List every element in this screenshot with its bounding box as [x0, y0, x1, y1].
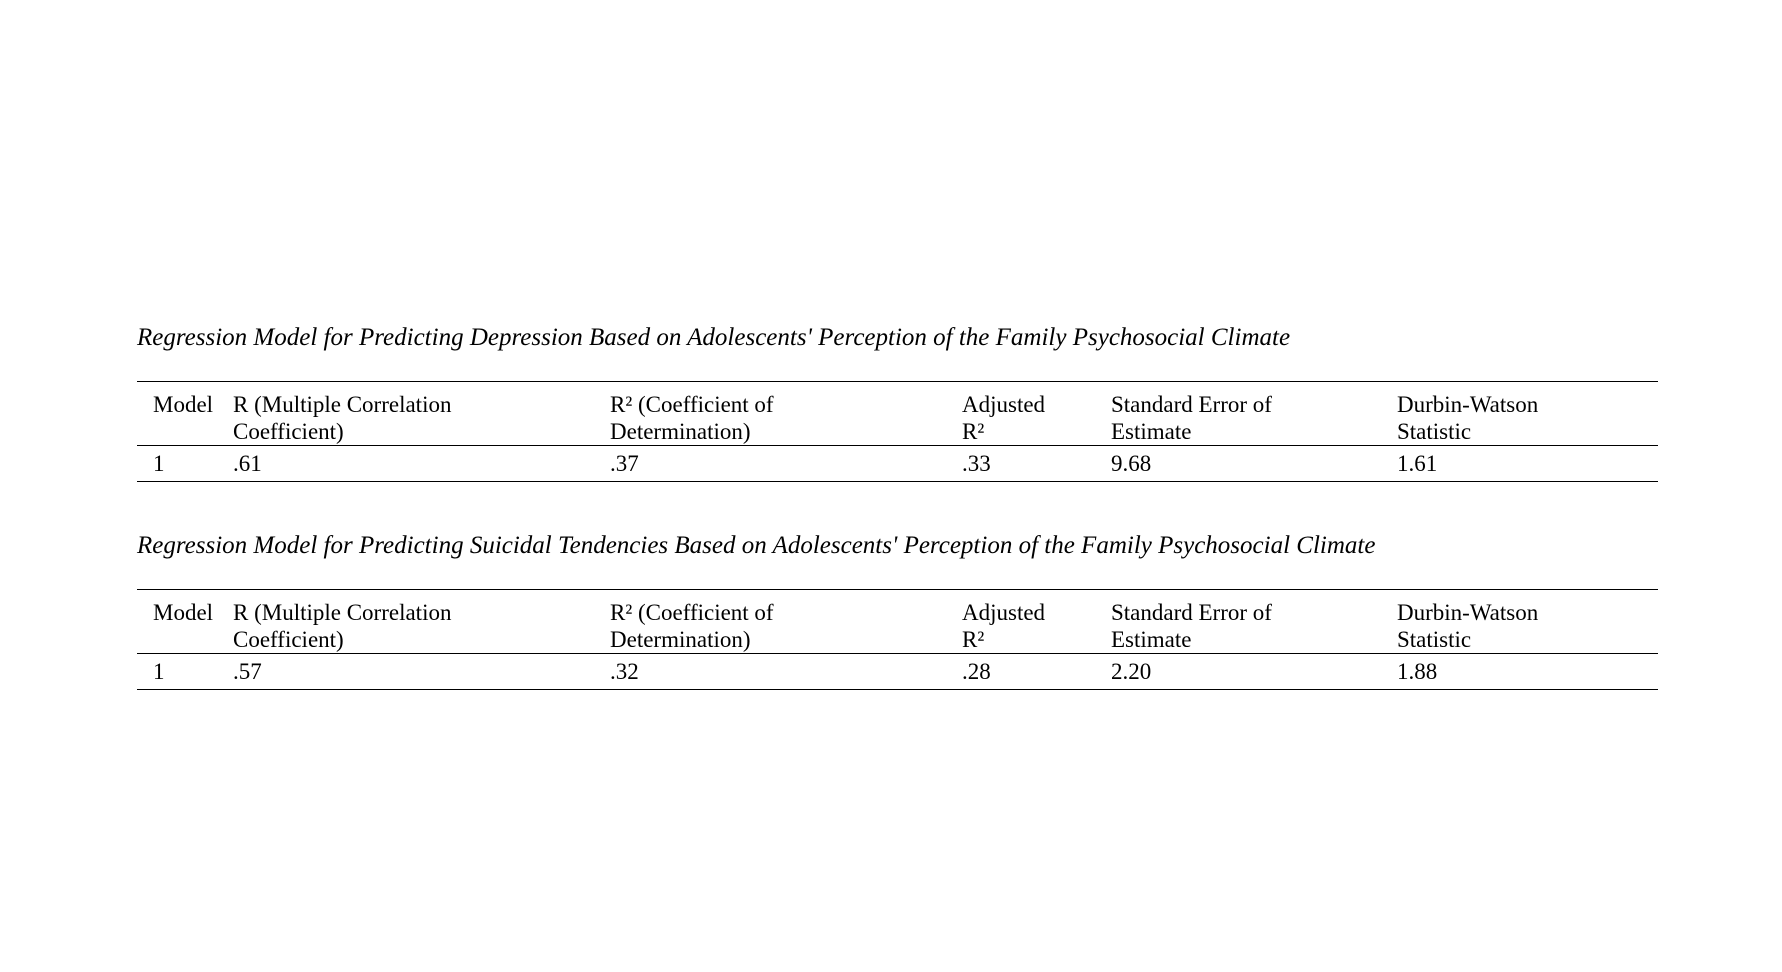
header-line: Statistic [1397, 419, 1472, 444]
cell-r: .57 [233, 659, 262, 684]
header-r [233, 391, 610, 445]
header-r [233, 599, 610, 653]
header-line: R² [962, 419, 985, 444]
header-line: Standard Error of [1111, 600, 1272, 625]
table-row [137, 446, 1658, 481]
header-line: Coefficient) [233, 627, 344, 652]
table-caption: Regression Model for Predicting Suicidal Tendencies Based on Adolescents' Perception of the Family Psychosocial Climate [137, 532, 1376, 559]
header-standard-error [1111, 599, 1397, 653]
header-line: R² [962, 627, 985, 652]
header-model [137, 391, 233, 445]
cell-adjusted-r-squared: .28 [962, 659, 991, 684]
table-header-row [137, 590, 1658, 654]
header-model [137, 599, 233, 653]
header-line: Statistic [1397, 627, 1472, 652]
header-line: Adjusted [962, 392, 1046, 417]
header-standard-error [1111, 391, 1397, 445]
cell-adjusted-r-squared: .33 [962, 451, 991, 476]
header-line: Durbin-Watson [1397, 392, 1539, 417]
header-durbin-watson [1397, 599, 1658, 653]
header-line: Durbin-Watson [1397, 600, 1539, 625]
header-r-squared [610, 599, 962, 653]
header-line: Coefficient) [233, 419, 344, 444]
cell-durbin-watson: 1.88 [1397, 659, 1438, 684]
table-row [137, 654, 1658, 689]
cell-r-squared: .32 [610, 659, 639, 684]
cell-model: 1 [153, 451, 165, 476]
header-line: Model [153, 600, 214, 625]
header-durbin-watson [1397, 391, 1658, 445]
cell-r-squared: .37 [610, 451, 639, 476]
header-line: R² (Coefficient of [610, 600, 774, 625]
header-line: Determination) [610, 419, 751, 444]
header-line: Estimate [1111, 627, 1192, 652]
cell-durbin-watson: 1.61 [1397, 451, 1438, 476]
document-page [137, 318, 1658, 690]
table-header-row [137, 382, 1658, 446]
header-line: R (Multiple Correlation [233, 392, 452, 417]
header-adjusted-r-squared [962, 391, 1111, 445]
cell-standard-error: 9.68 [1111, 451, 1152, 476]
regression-table [137, 381, 1658, 482]
header-line: Determination) [610, 627, 751, 652]
table-caption: Regression Model for Predicting Depression Based on Adolescents' Perception of the Family Psychosocial Climate [137, 324, 1291, 351]
header-line: R² (Coefficient of [610, 392, 774, 417]
cell-r: .61 [233, 451, 262, 476]
cell-model: 1 [153, 659, 165, 684]
header-line: Adjusted [962, 600, 1046, 625]
header-line: Standard Error of [1111, 392, 1272, 417]
header-r-squared [610, 391, 962, 445]
cell-standard-error: 2.20 [1111, 659, 1152, 684]
header-adjusted-r-squared [962, 599, 1111, 653]
header-line: Model [153, 392, 214, 417]
regression-table [137, 589, 1658, 690]
header-line: Estimate [1111, 419, 1192, 444]
header-line: R (Multiple Correlation [233, 600, 452, 625]
